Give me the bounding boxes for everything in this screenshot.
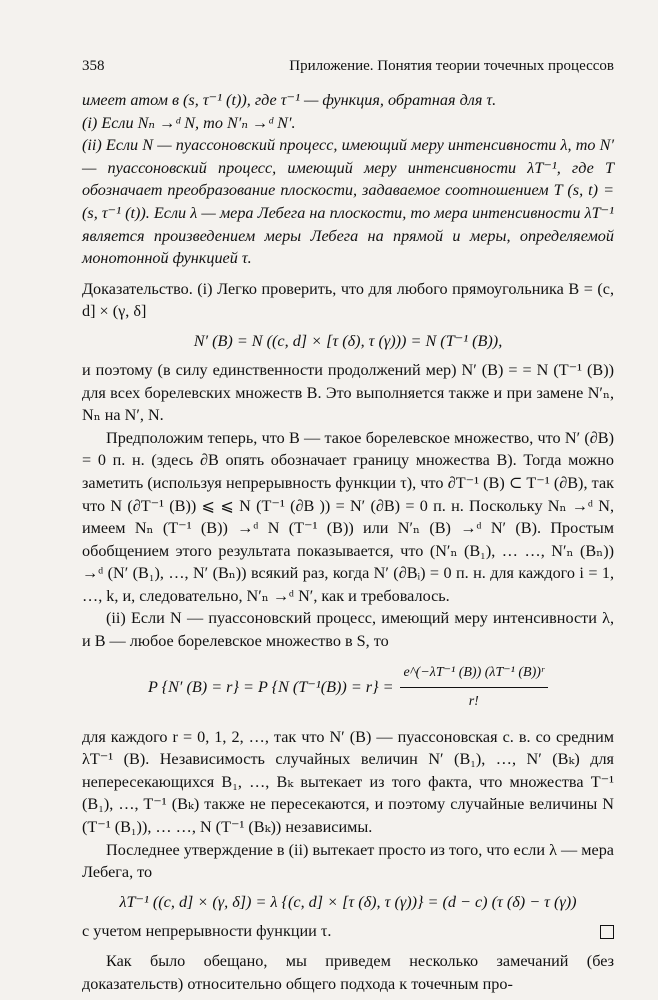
formula-3: λT⁻¹ ((c, d] × (γ, δ]) = λ {(c, d] × [τ (δ), τ (γ))} = (d − c) (τ (δ) − τ (γ)) [119,892,577,911]
proof-end [82,920,614,943]
qed-square-icon [600,925,614,939]
closing-paragraph: Как было обещано, мы приведем несколько замечаний (без доказательств) относительно общего подхода к точечным про- [82,952,614,993]
formula-2-numerator: e^(−λT⁻¹ (B)) (λT⁻¹ (B))ʳ [400,661,548,688]
formula-1: N′ (B) = N ((c, d] × [τ (δ), τ (γ))) = N (T⁻¹ (B)), [193,331,503,350]
proof-paragraph-5: Последнее утверждение в (ii) вытекает просто из того, что если λ — мера Лебега, то [82,840,614,882]
proof-paragraph-4: для каждого r = 0, 1, 2, …, так что N′ (B) — пуассоновская с. в. со средним λT⁻¹ (B). Независимость случайных величин N′ (B₁), …, N′ (Bₖ) для непересекающихся B₁, …, Bₖ вытекает из того факта, что множества T⁻¹ (B₁), …, T⁻¹ (Bₖ) также не пересекаются, и поэтому случайные величины N (T⁻¹ (B₁)), … …, N (T⁻¹ (Bₖ)) независимы. [82,727,614,837]
formula-2-left: P {N′ (B) = r} = P {N (T⁻¹(B)) = r} = [148,678,394,697]
formula-2 [82,661,614,714]
proof-end-text: с учетом непрерывности функции τ. [82,921,332,940]
theorem-item-i: (i) Если Nₙ →ᵈ N, то N′ₙ →ᵈ N′. [82,113,296,132]
proof-paragraph-2: Предположим теперь, что B — такое борелевское множество, что N′ (∂B) = 0 п. н. (здесь ∂B опять обозначает границу множества B). Тогда можно заметить (используя непрерывность функции τ), что ∂T⁻¹ (B) ⊂ T⁻¹ (∂B), так что N (∂T⁻¹ (B)) ⩽ ⩽ N (T⁻¹ (∂B )) = N′ (∂B) = 0 п. н. Поскольку Nₙ →ᵈ N, имеем Nₙ (T⁻¹ (B)) →ᵈ N (T⁻¹ (B)) или N′ₙ (B) →ᵈ N′ (B). Простым обобщением этого результата показывается, что (N′ₙ (B₁), … …, N′ₙ (Bₙ)) →ᵈ (N′ (B₁), …, N′ (Bₙ)) всякий раз, когда N′ (∂Bᵢ) = 0 п. н. для каждого i = 1, …, k, и, следовательно, N′ₙ →ᵈ N′, как и требовалось. [82,428,614,605]
proof-paragraph-3: (ii) Если N — пуассоновский процесс, имеющий меру интенсивности λ, и B — любое борелевское множество в S, то [82,609,614,651]
theorem-item-ii: (ii) Если N — пуассоновский процесс, имеющий меру интенсивности λ, то N′ — пуассоновский процесс, имеющий меру интенсивности λT⁻¹, где T обозначает преобразование плоскости, задаваемое соотношением T (s, t) = (s, τ⁻¹ (t)). Если λ — мера Лебега на плоскости, то мера интенсивности λT⁻¹ является произведением меры Лебега на прямой и меры, определяемой монотонной функцией τ. [82,136,614,268]
formula-2-denominator: r! [468,693,479,709]
page-number: 358 [82,58,105,74]
running-title: Приложение. Понятия теории точечных процессов [289,58,614,74]
proof-paragraph-1: и поэтому (в силу единственности продолжений мер) N′ (B) = = N (T⁻¹ (B)) для всех борелевских множеств B. Это выполняется также и при замене N′ₙ, Nₙ на N′, N. [82,360,614,425]
theorem-text-1: имеет атом в (s, τ⁻¹ (t)), где τ⁻¹ — функция, обратная для τ. [82,91,497,109]
page-header [82,58,614,75]
formula-2-fraction [400,661,548,714]
proof-start: Доказательство. (i) Легко проверить, что для любого прямоугольника B = (c, d] × (γ, δ] [82,279,614,321]
